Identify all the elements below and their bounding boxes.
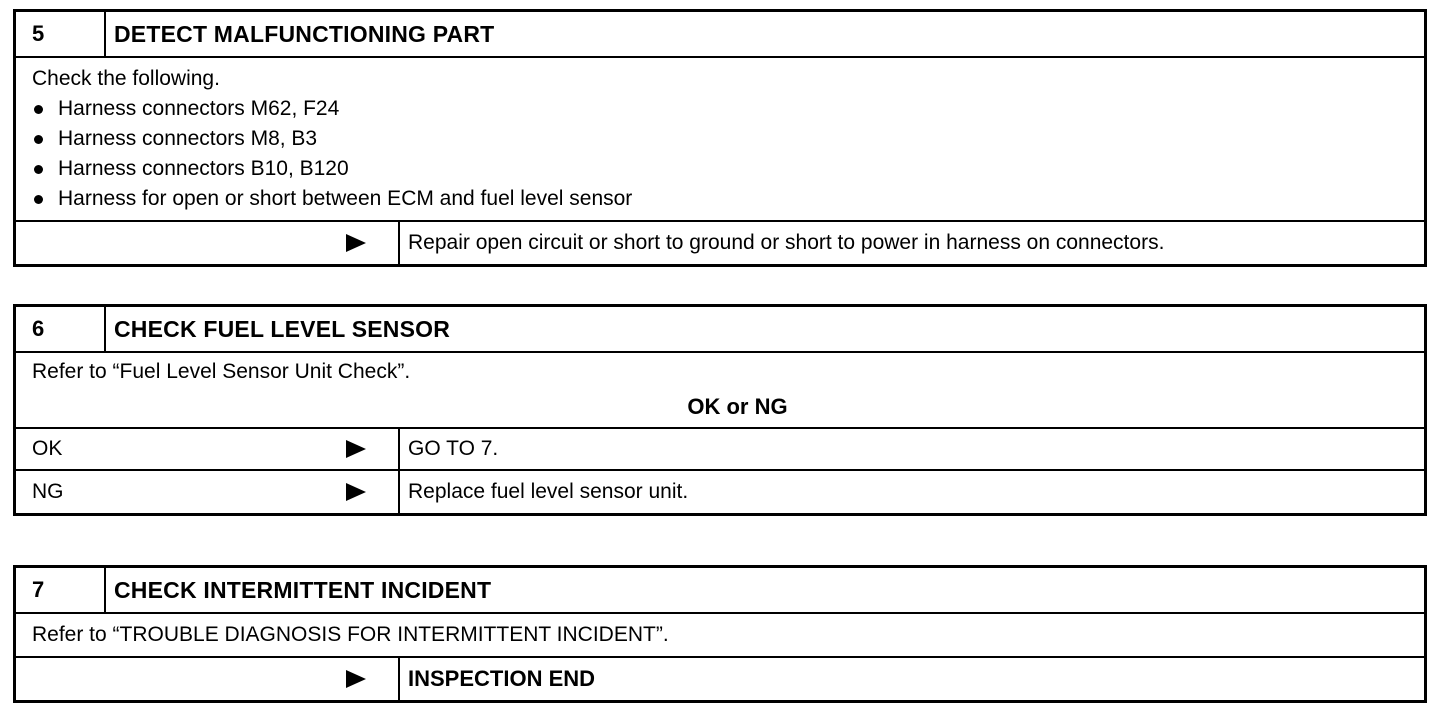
- step-6-header: [16, 307, 1424, 353]
- result-row-ok: [16, 429, 1424, 471]
- step-7-table: [13, 565, 1427, 703]
- step-5-table: [13, 9, 1427, 267]
- result-row: [16, 222, 1424, 264]
- check-list: [32, 94, 1410, 214]
- bullet-icon: [34, 165, 43, 174]
- list-item: Harness connectors B10, B120: [32, 154, 1410, 184]
- result-label: OK: [32, 437, 63, 460]
- step-title: DETECT MALFUNCTIONING PART: [114, 20, 495, 47]
- result-row-ng: [16, 471, 1424, 513]
- list-item: Harness connectors M8, B3: [32, 124, 1410, 154]
- arrow-right-icon: [346, 440, 366, 458]
- step-number: 6: [16, 307, 106, 351]
- arrow-right-icon: [346, 483, 366, 501]
- result-action: Repair open circuit or short to ground or short to power in harness on connectors.: [408, 231, 1165, 254]
- step-title: CHECK INTERMITTENT INCIDENT: [114, 576, 492, 603]
- bullet-icon: [34, 135, 43, 144]
- arrow-right-icon: [346, 234, 366, 252]
- result-label-cell: [16, 429, 400, 469]
- result-action: INSPECTION END: [408, 666, 596, 691]
- step-6-body: [16, 353, 1424, 429]
- result-action: GO TO 7.: [408, 437, 499, 460]
- step-7-body: Refer to “TROUBLE DIAGNOSIS FOR INTERMITTENT INCIDENT”.: [16, 614, 1424, 658]
- step-5-header: [16, 12, 1424, 58]
- list-item: Harness for open or short between ECM and fuel level sensor: [32, 184, 1410, 214]
- step-5-body: [16, 58, 1424, 222]
- result-label-cell: [16, 658, 400, 700]
- step-intro: Check the following.: [32, 67, 220, 90]
- bullet-icon: [34, 195, 43, 204]
- result-label-cell: [16, 471, 400, 513]
- step-6-table: [13, 304, 1427, 516]
- result-label-cell: [16, 222, 400, 264]
- result-action: Replace fuel level sensor unit.: [408, 480, 689, 503]
- result-row: [16, 658, 1424, 700]
- list-item: Harness connectors M62, F24: [32, 94, 1410, 124]
- step-7-header: [16, 568, 1424, 614]
- step-number: 7: [16, 568, 106, 612]
- step-number: 5: [16, 12, 106, 56]
- bullet-icon: [34, 105, 43, 114]
- ok-or-ng-label: OK or NG: [687, 394, 788, 419]
- step-title: CHECK FUEL LEVEL SENSOR: [114, 315, 451, 342]
- result-label: NG: [32, 480, 64, 503]
- step-body-text: Refer to “Fuel Level Sensor Unit Check”.: [32, 360, 411, 383]
- arrow-right-icon: [346, 670, 366, 688]
